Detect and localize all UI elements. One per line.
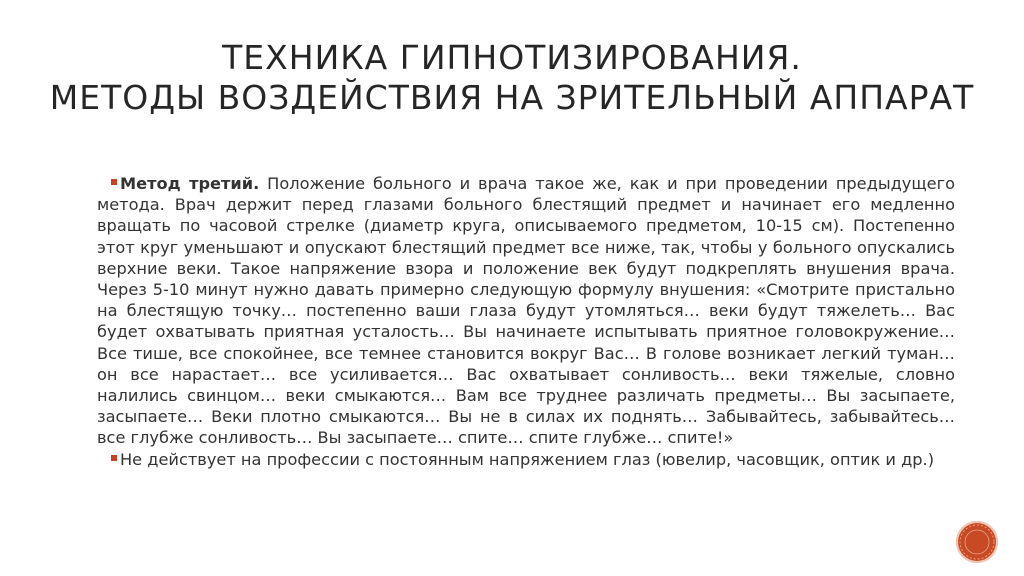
bullet-item-note (97, 449, 955, 470)
circular-logo-icon (956, 521, 998, 563)
bullet-item-method-three (97, 173, 955, 449)
slide-title (0, 38, 1024, 118)
square-bullet-icon (111, 179, 117, 185)
title-line-1: ТЕХНИКА ГИПНОТИЗИРОВАНИЯ. (222, 38, 802, 77)
bullet-text: Не действует на профессии с постоянным напряжением глаз (ювелир, часовщик, оптик и др.) (120, 449, 935, 469)
bullet-text: Положение больного и врача такое же, как и при проведении предыдущего метода. Врач держит перед глазами больного блестящий предмет и начинает его медленно вращать по часовой стрелке (диаметр круга, описываемого предметом, 10-15 см). Постепенно этот круг уменьшают и опускают блестящий предмет все ниже, так, чтобы у больного опускались верхние веки. Такое напряжение взора и положение век будут подкреплять внушения врача. Через 5-10 минут нужно давать примерно следующую формулу внушения: «Смотрите пристально на блестящую точку… постепенно ваши глаза будут утомляться… веки будут тяжелеть… Вас будет охватывать приятная усталость… Вы начинаете испытывать приятное головокружение… Все тише, все спокойнее, все темнее становится вокруг Вас… В голове возникает легкий туман… он все нарастает… все усиливается… Вас охватывает сонливость… веки тяжелые, словно налились свинцом… веки смыкаются… Вам все труднее различать предметы… Вы засыпаете, засыпаете… Веки плотно смыкаются… Вы не в силах их поднять… Забывайтесь, забывайтесь… все глубже сонливость… Вы засыпаете… спите… спите глубже… спите!» (97, 174, 955, 448)
square-bullet-icon (111, 455, 117, 461)
bullet-lead: Метод третий. (120, 174, 260, 193)
title-line-2: МЕТОДЫ ВОЗДЕЙСТВИЯ НА ЗРИТЕЛЬНЫЙ АППАРАТ (49, 78, 975, 117)
bullet-list (97, 173, 955, 470)
